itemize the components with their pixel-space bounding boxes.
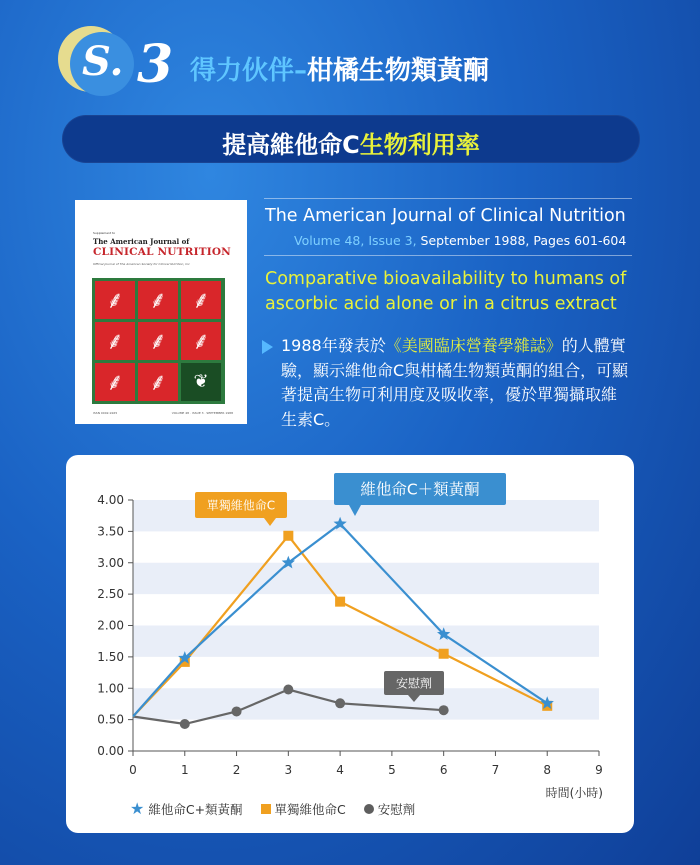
desc-pre: 1988年發表於: [281, 336, 386, 355]
desc-post: 的人體實驗，顯示維他命C與柑橘生物類黃酮的組合，可顯著提高生物可利用度及吸收率，優於單獨攝取維生素C。: [281, 336, 629, 429]
plant-icon: ⸙: [95, 363, 135, 401]
callout-label-2: 安慰劑: [395, 676, 433, 691]
cover-footer-right: VOLUME 48 · ISSUE 3 · SEPTEMBER 1988: [171, 411, 233, 415]
y-tick-label: 3.00: [97, 555, 124, 570]
emblem-icon: ❦: [181, 363, 221, 401]
star-icon: ★: [130, 799, 145, 818]
y-tick-label: 3.50: [97, 524, 124, 539]
subtitle-plain: 提高維他命C: [222, 131, 360, 159]
plant-icon: ⸙: [181, 281, 221, 319]
y-tick-label: 4.00: [97, 493, 124, 507]
section-title-separator: –: [294, 56, 308, 86]
cover-footer-left: ISSN 0002-9165: [93, 411, 118, 415]
legend-label-combo: 維他命C+類黃酮: [148, 802, 243, 817]
x-tick-label: 9: [595, 763, 603, 777]
dot-icon: [364, 804, 374, 814]
data-point-square: [283, 531, 293, 541]
x-tick-label: 5: [388, 763, 396, 777]
legend-item-combo: [130, 800, 243, 818]
citation-date-pages: September 1988, Pages 601-604: [416, 233, 627, 248]
x-tick-label: 6: [439, 763, 448, 777]
x-tick-label: 7: [491, 763, 500, 777]
data-point-circle: [180, 719, 190, 729]
plant-icon: ⸙: [95, 322, 135, 360]
grid-band: [133, 563, 599, 594]
y-tick-label: 1.00: [97, 681, 124, 696]
plant-icon: ⸙: [138, 281, 178, 319]
y-tick-label: 1.50: [97, 649, 124, 664]
legend-label-vitc: 單獨維他命C: [274, 802, 346, 817]
citation-journal: The American Journal of Clinical Nutrition: [265, 206, 626, 226]
cover-journal-line3: Official Journal of The American Society for Clinical Nutrition, Inc: [93, 262, 190, 266]
section-title-part2: 柑橘生物類黃酮: [307, 56, 490, 86]
legend-item-placebo: [364, 800, 416, 818]
series-line-0: [133, 524, 547, 717]
x-axis-label: 時間(小時): [545, 786, 603, 800]
y-tick-label: 2.00: [97, 618, 124, 633]
x-tick-label: 2: [232, 763, 241, 777]
x-tick-label: 8: [543, 763, 552, 777]
data-point-circle: [335, 698, 345, 708]
x-tick-label: 3: [284, 763, 293, 777]
x-tick-label: 4: [336, 763, 344, 777]
data-point-circle: [232, 706, 242, 716]
plant-icon: ⸙: [95, 281, 135, 319]
cover-journal-line2: CLINICAL NUTRITION: [93, 246, 231, 258]
data-point-square: [439, 649, 449, 659]
article-title: Comparative bioavailability to humans of ascorbic acid alone or in a citrus extract: [265, 269, 627, 314]
plant-icon: ⸙: [138, 363, 178, 401]
legend-label-placebo: 安慰劑: [377, 802, 416, 817]
y-tick-label: 0.50: [97, 712, 124, 727]
data-point-circle: [283, 685, 293, 695]
subtitle-highlight: 生物利用率: [359, 131, 480, 159]
data-point-circle: [439, 705, 449, 715]
cover-journal-line1: The American Journal of: [93, 237, 190, 246]
section-title-part1: 得力伙伴: [190, 56, 295, 86]
plant-icon: ⸙: [138, 322, 178, 360]
x-tick-label: 1: [180, 763, 189, 777]
callout-label-0: 維他命C＋類黃酮: [360, 480, 480, 499]
square-icon: [261, 804, 271, 814]
badge-number: 3: [137, 34, 174, 95]
chart-legend: [130, 800, 433, 818]
x-tick-label: 0: [129, 763, 137, 777]
callout-label-1: 單獨維他命C: [206, 498, 276, 513]
plant-icon: ⸙: [181, 322, 221, 360]
y-tick-label: 0.00: [97, 744, 124, 758]
desc-journal-highlight: 《美國臨床營養學雜誌》: [385, 336, 562, 355]
cover-supplement: Supplement to: [93, 231, 116, 235]
citation-volume-issue: Volume 48, Issue 3,: [294, 233, 417, 248]
data-point-square: [335, 597, 345, 607]
legend-item-vitc: [261, 800, 346, 818]
y-tick-label: 2.50: [97, 587, 124, 602]
badge-letter: S.: [82, 38, 124, 85]
